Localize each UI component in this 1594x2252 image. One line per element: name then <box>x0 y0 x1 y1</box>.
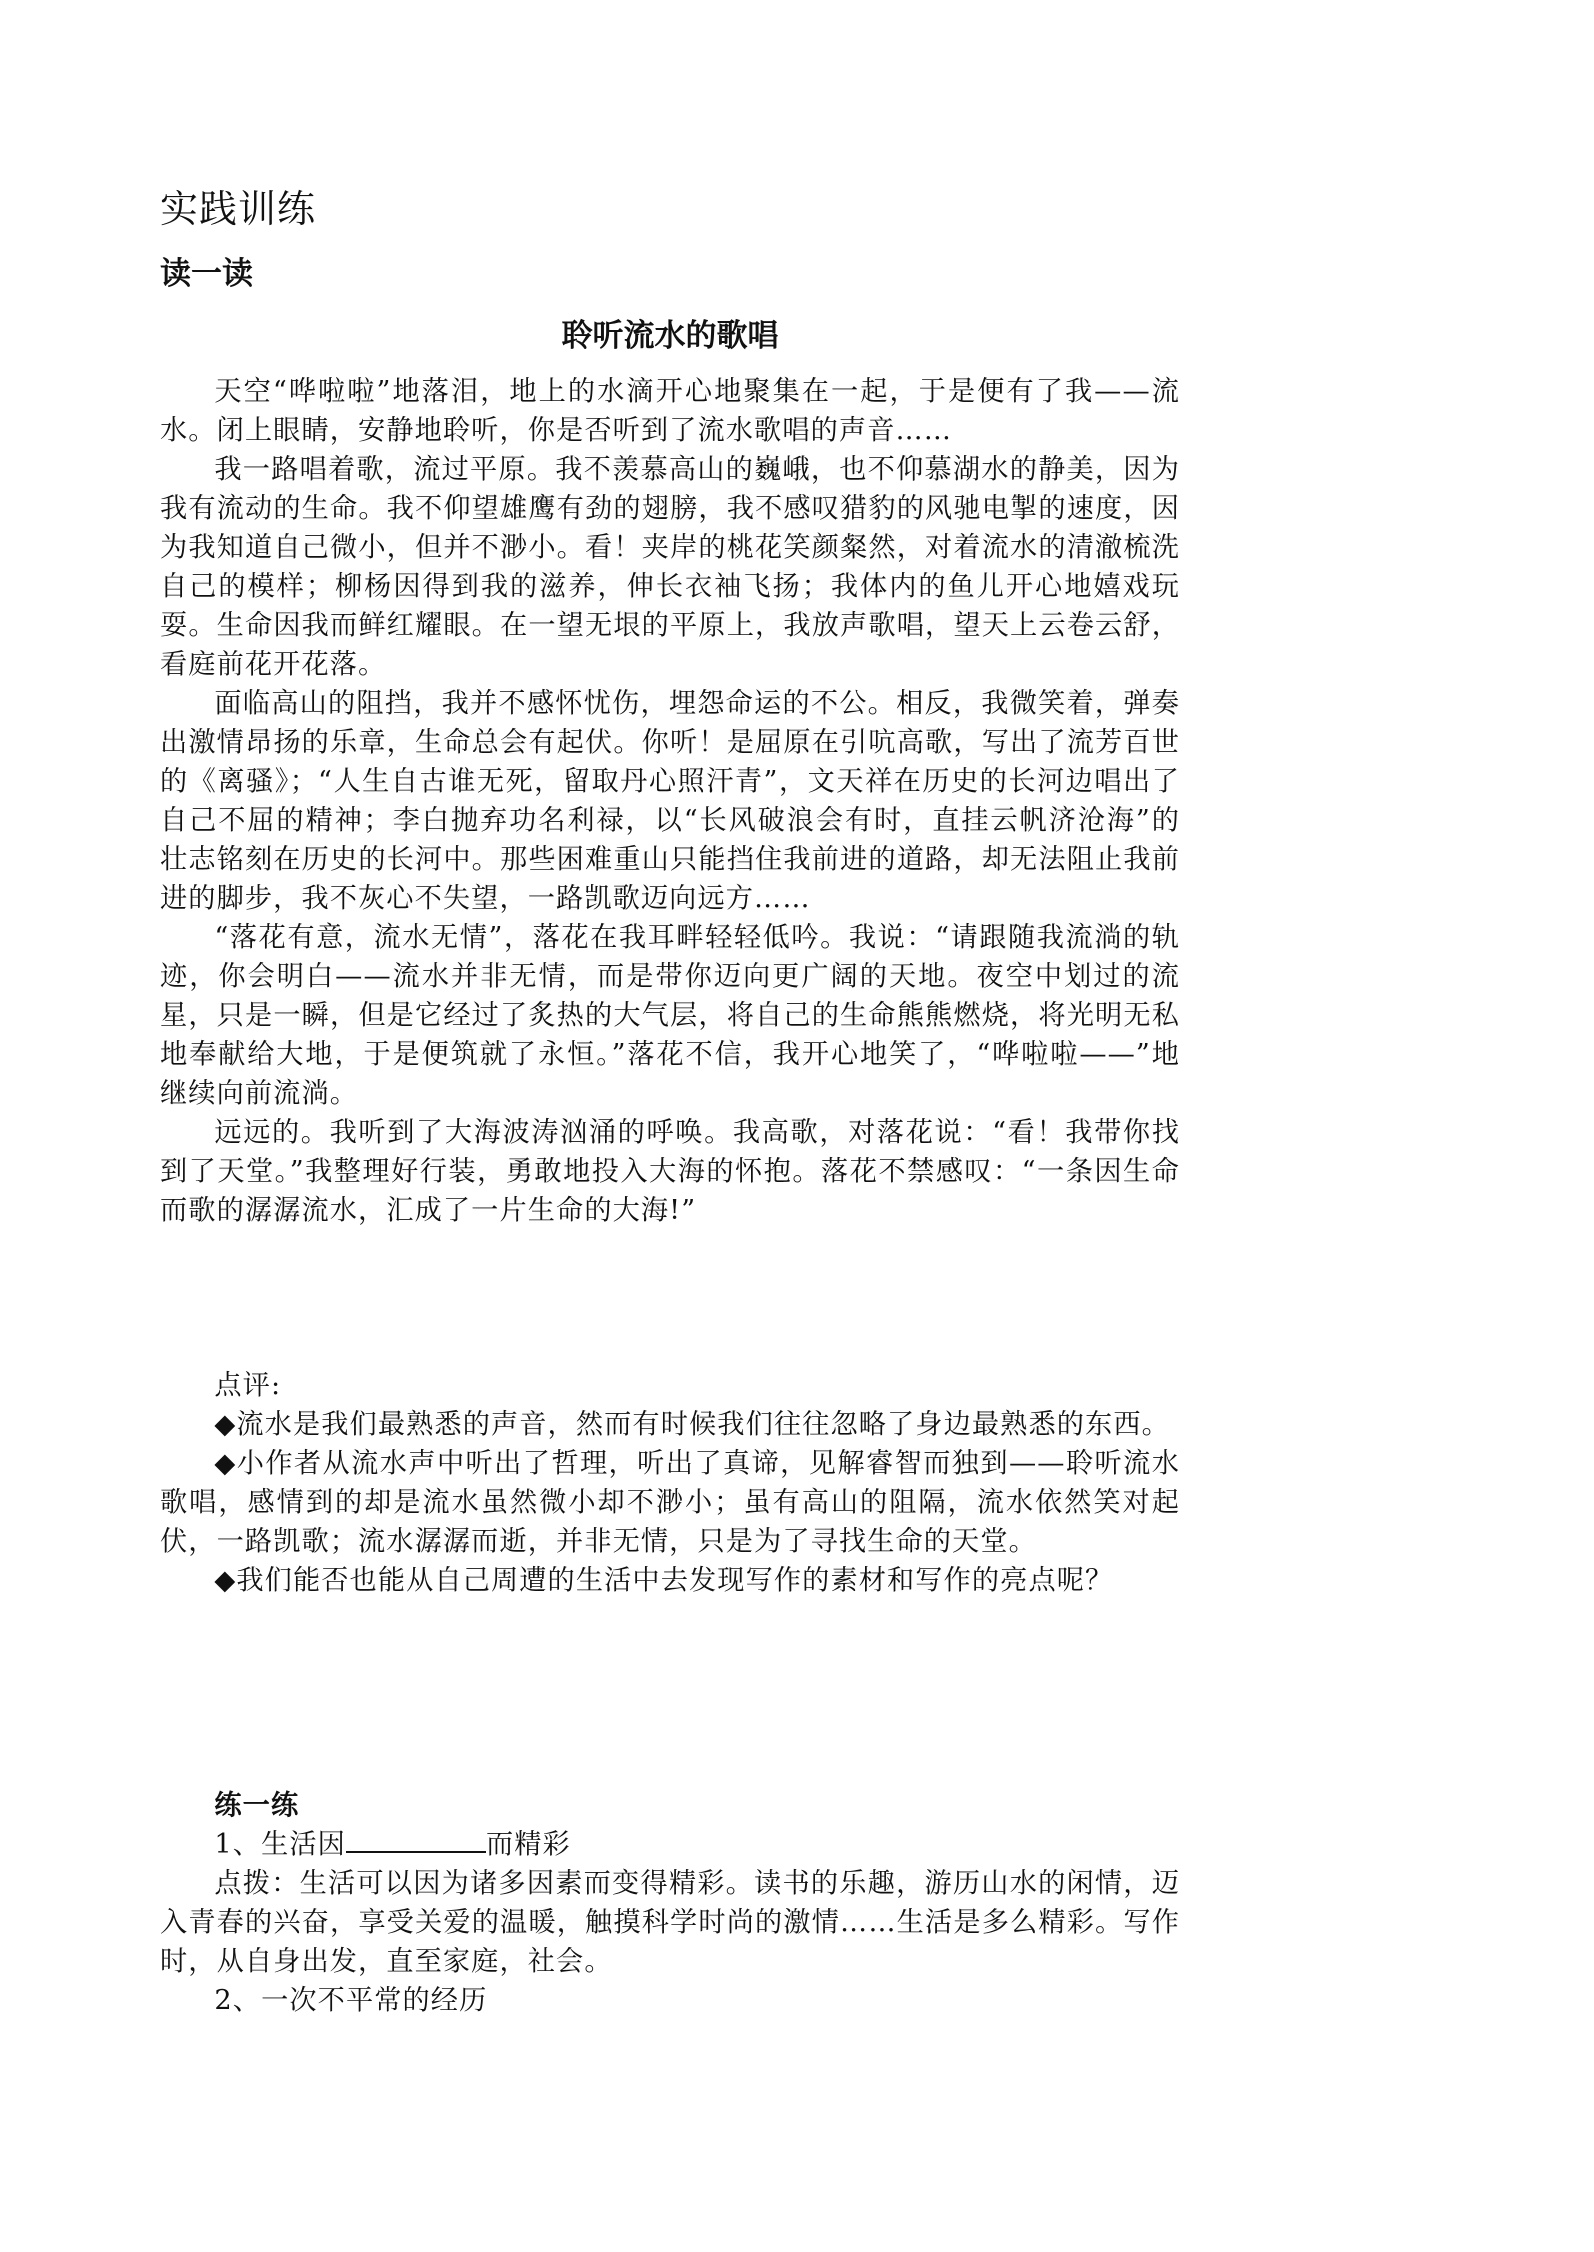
essay-paragraph: 天空“哗啦啦”地落泪，地上的水滴开心地聚集在一起，于是便有了我——流水。闭上眼睛，安静地聆听，你是否听到了流水歌唱的声音…… <box>160 376 1180 446</box>
section-title: 实践训练 <box>160 187 317 231</box>
essay-paragraph: 远远的。我听到了大海波涛汹涌的呼唤。我高歌，对落花说：“看！我带你找到了天堂。”我整理好行装，勇敢地投入大海的怀抱。落花不禁感叹：“一条因生命而歌的潺潺流水，汇成了一片生命的大海!” <box>160 1117 1180 1226</box>
practice-item-1-prefix: 1、生活因 <box>214 1829 346 1860</box>
review-point: ◆小作者从流水声中听出了哲理，听出了真谛，见解睿智而独到——聆听流水歌唱，感情到的却是流水虽然微小却不渺小；虽有高山的阻隔，流水依然笑对起伏，一路凯歌；流水潺潺而逝，并非无情，只是为了寻找生命的天堂。 <box>160 1448 1180 1557</box>
practice-item-1-suffix: 而精彩 <box>485 1829 571 1860</box>
review-point: ◆流水是我们最熟悉的声音，然而有时候我们往往忽略了身边最熟悉的东西。 <box>214 1409 1170 1440</box>
essay-paragraph: 我一路唱着歌，流过平原。我不羡慕高山的巍峨，也不仰慕湖水的静美，因为我有流动的生命。我不仰望雄鹰有劲的翅膀，我不感叹猎豹的风驰电掣的速度，因为我知道自己微小，但并不渺小。看！夹岸的桃花笑颜粲然，对着流水的清澈梳洗自己的模样；柳杨因得到我的滋养，伸长衣袖飞扬；我体内的鱼儿开心地嬉戏玩耍。生命因我而鲜红耀眼。在一望无垠的平原上，我放声歌唱，望天上云卷云舒，看庭前花开花落。 <box>160 454 1180 680</box>
review-section <box>160 1366 1180 1600</box>
essay-title: 聆听流水的歌唱 <box>561 318 779 354</box>
review-point: ◆我们能否也能从自己周遭的生活中去发现写作的素材和写作的亮点呢？ <box>214 1565 1114 1596</box>
practice-section <box>160 1786 1180 2020</box>
practice-hint: 点拨：生活可以因为诸多因素而变得精彩。读书的乐趣，游历山水的闲情，迈入青春的兴奋，享受关爱的温暖，触摸科学时尚的激情……生活是多么精彩。写作时，从自身出发，直至家庭，社会。 <box>160 1868 1180 1977</box>
essay-body <box>160 372 1180 1230</box>
sub-title: 读一读 <box>160 256 253 292</box>
essay-paragraph: “落花有意，流水无情”，落花在我耳畔轻轻低吟。我说：“请跟随我流淌的轨迹，你会明白——流水并非无情，而是带你迈向更广阔的天地。夜空中划过的流星，只是一瞬，但是它经过了炙热的大气层，将自己的生命熊熊燃烧，将光明无私地奉献给大地，于是便筑就了永恒。”落花不信，我开心地笑了，“哗啦啦——”地继续向前流淌。 <box>160 922 1180 1109</box>
essay-paragraph: 面临高山的阻挡，我并不感怀忧伤，埋怨命运的不公。相反，我微笑着，弹奏出激情昂扬的乐章，生命总会有起伏。你听！是屈原在引吭高歌，写出了流芳百世的《离骚》；“人生自古谁无死，留取丹心照汗青”，文天祥在历史的长河边唱出了自己不屈的精神；李白抛弃功名利禄，以“长风破浪会有时，直挂云帆济沧海”的壮志铭刻在历史的长河中。那些困难重山只能挡住我前进的道路，却无法阻止我前进的脚步，我不灰心不失望，一路凯歌迈向远方…… <box>160 688 1180 914</box>
practice-item-2: 2、一次不平常的经历 <box>214 1985 488 2016</box>
fill-in-blank[interactable] <box>346 1825 486 1853</box>
review-label: 点评: <box>214 1370 282 1401</box>
practice-item-1 <box>160 1825 1180 1864</box>
practice-heading: 练一练 <box>214 1789 300 1821</box>
